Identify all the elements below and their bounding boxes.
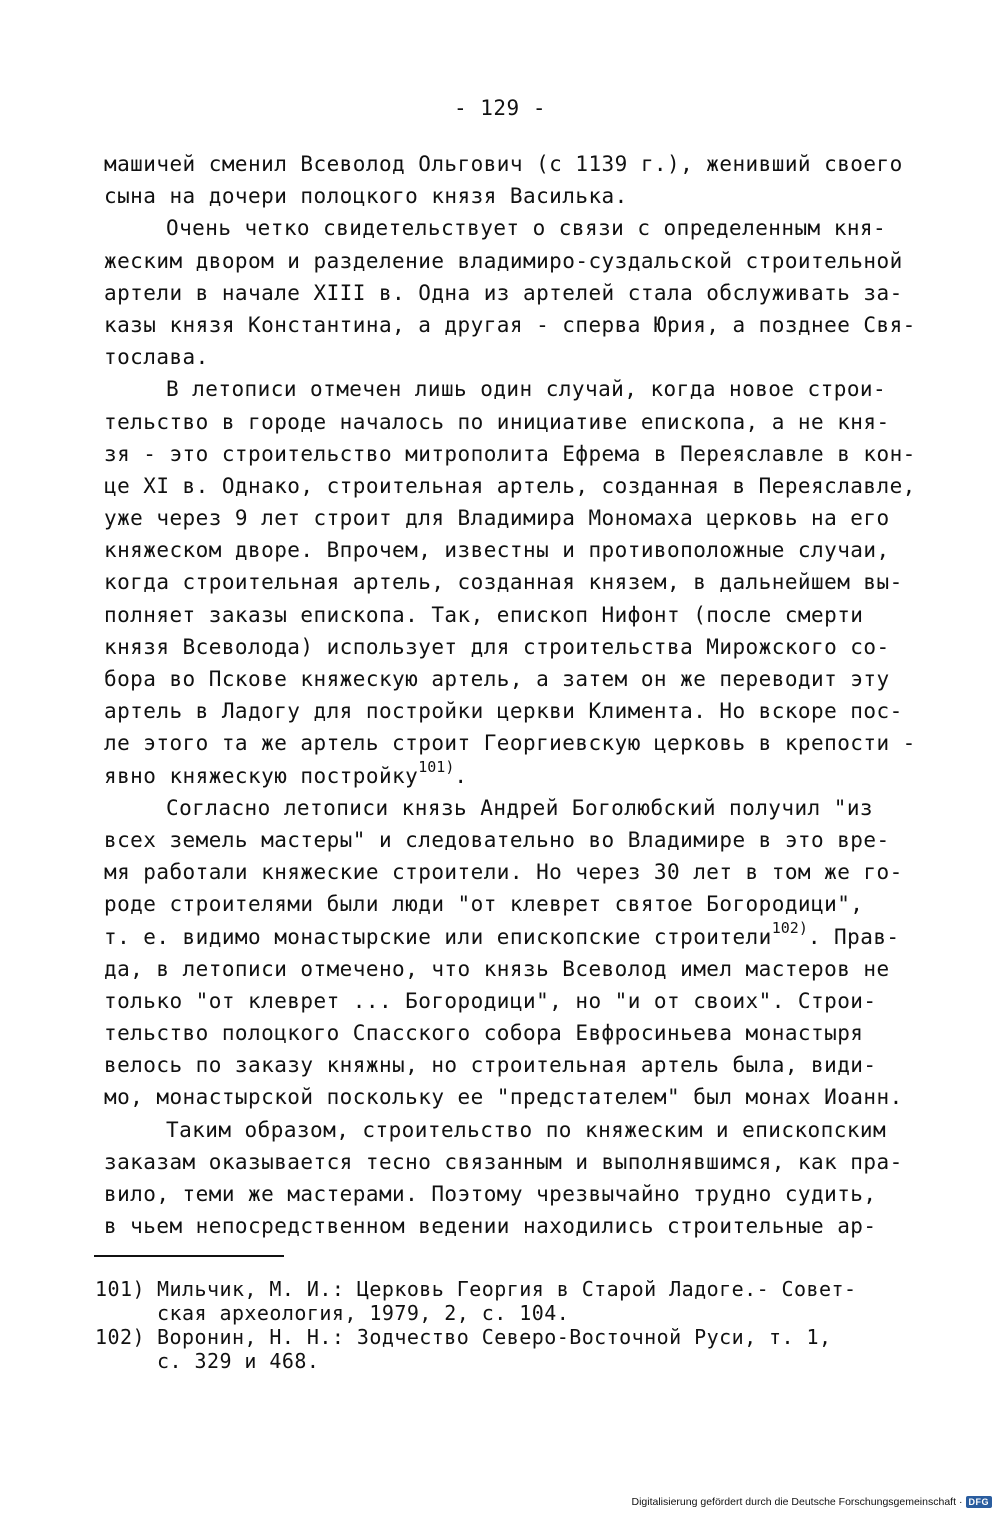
text-line: тослава. — [104, 345, 209, 370]
footnote-line: Мильчик, М. И.: Церковь Георгия в Старой Ладоге.- Совет- — [157, 1277, 857, 1301]
footnote-number: 102) — [95, 1325, 145, 1349]
text-line: артель в Ладогу для постройки церкви Климента. Но вскоре пос- — [104, 699, 903, 724]
text-line: артели в начале XIII в. Одна из артелей стала обслуживать за- — [104, 280, 903, 305]
line-text: явно княжескую постройку — [104, 763, 419, 788]
text-line-with-footnote-ref — [104, 918, 904, 953]
footnote-101 — [95, 1277, 915, 1325]
text-line: князя Всеволода) использует для строительства Мирожского со- — [104, 634, 890, 659]
text-line: бора во Пскове княжескую артель, а затем он же переводит эту — [104, 667, 890, 691]
text-line: полняет заказы епископа. Так, епископ Нифонт (после смерти — [104, 602, 864, 627]
text-line: тельство полоцкого Спасского собора Евфросиньева монастыря — [104, 1021, 864, 1046]
text-line-with-footnote-ref — [104, 757, 904, 792]
text-line: мо, монастырской поскольку ее "предстателем" был монах Иоанн. — [104, 1085, 903, 1110]
text-line: тельство в городе началось по инициативе епископа, а не кня- — [104, 409, 890, 434]
text-line: велось по заказу княжны, но строительная артель была, види- — [104, 1053, 877, 1078]
text-line: Согласно летописи князь Андрей Боголюбский получил "из — [166, 795, 874, 820]
footnote-text — [157, 1325, 915, 1373]
body-text — [104, 148, 916, 1242]
text-line: ле этого та же артель строит Георгиевскую церковь в крепости - — [104, 731, 916, 756]
text-line: зя - это строительство митрополита Ефрема в Переяславле в кон- — [104, 441, 916, 466]
text-line: це XI в. Однако, строительная артель, созданная в Переяславле, — [104, 473, 916, 498]
text-line: мя работали княжеские строители. Но через 30 лет в том же го- — [104, 860, 903, 885]
text-line: да, в летописи отмечено, что князь Всеволод имел мастеров не — [104, 956, 890, 981]
footnote-ref-101[interactable]: 101) — [418, 757, 455, 776]
footnote-102 — [95, 1325, 915, 1373]
text-line: в чьем непосредственном ведении находились строительные ар- — [104, 1214, 877, 1239]
text-line: роде строителями были люди "от клеврет святое Богородици", — [104, 892, 864, 917]
text-line: заказам оказывается тесно связанным и выполнявшимся, как пра- — [104, 1149, 903, 1174]
text-line: Очень четко свидетельствует о связи с определенным кня- — [166, 216, 887, 241]
footnote-line: Воронин, Н. Н.: Зодчество Северо-Восточной Руси, т. 1, — [157, 1325, 832, 1349]
line-text: т. е. видимо монастырские или епископские строители — [104, 924, 772, 949]
digitization-notice-text: Digitalisierung gefördert durch die Deutsche Forschungsgemeinschaft — [631, 1496, 956, 1508]
text-line: Таким образом, строительство по княжеским и епископским — [166, 1117, 887, 1142]
footnote-divider — [94, 1255, 284, 1257]
line-text-end: . Прав- — [807, 924, 900, 949]
footnote-number: 101) — [95, 1277, 145, 1301]
text-line: всех земель мастеры" и следовательно во Владимире в это вре- — [104, 827, 890, 852]
footnote-ref-102[interactable]: 102) — [771, 918, 808, 937]
text-line: В летописи отмечен лишь один случай, когда новое строи- — [166, 377, 887, 402]
text-line: уже через 9 лет строит для Владимира Мономаха церковь на его — [104, 506, 890, 531]
footnote-text — [157, 1277, 915, 1325]
text-line: сына на дочери полоцкого князя Василька. — [104, 184, 628, 209]
text-line: только "от клеврет ... Богородици", но "и от своих". Строи- — [104, 988, 877, 1013]
digitization-notice: Digitalisierung gefördert durch die Deutsche Forschungsgemeinschaft · DFG — [631, 1496, 992, 1508]
footnote-line: с. 329 и 468. — [157, 1349, 320, 1373]
text-line: жеским двором и разделение владимиро-суздальской строительной — [104, 248, 903, 273]
text-line: вило, теми же мастерами. Поэтому чрезвычайно трудно судить, — [104, 1182, 877, 1206]
footnotes — [95, 1277, 915, 1373]
dfg-logo-icon: DFG — [966, 1496, 993, 1508]
page-number: - 129 - — [453, 96, 546, 120]
text-line: казы князя Константина, а другая - сперва Юрия, а позднее Свя- — [104, 312, 916, 337]
line-text-end: . — [454, 763, 468, 788]
text-line: машичей сменил Всеволод Ольгович (с 1139 г.), женивший своего — [104, 152, 903, 176]
text-line: когда строительная артель, созданная князем, в дальнейшем вы- — [104, 570, 903, 595]
text-line: княжеском дворе. Впрочем, известны и противоположные случаи, — [104, 538, 890, 563]
footnote-line: ская археология, 1979, 2, с. 104. — [157, 1301, 570, 1325]
